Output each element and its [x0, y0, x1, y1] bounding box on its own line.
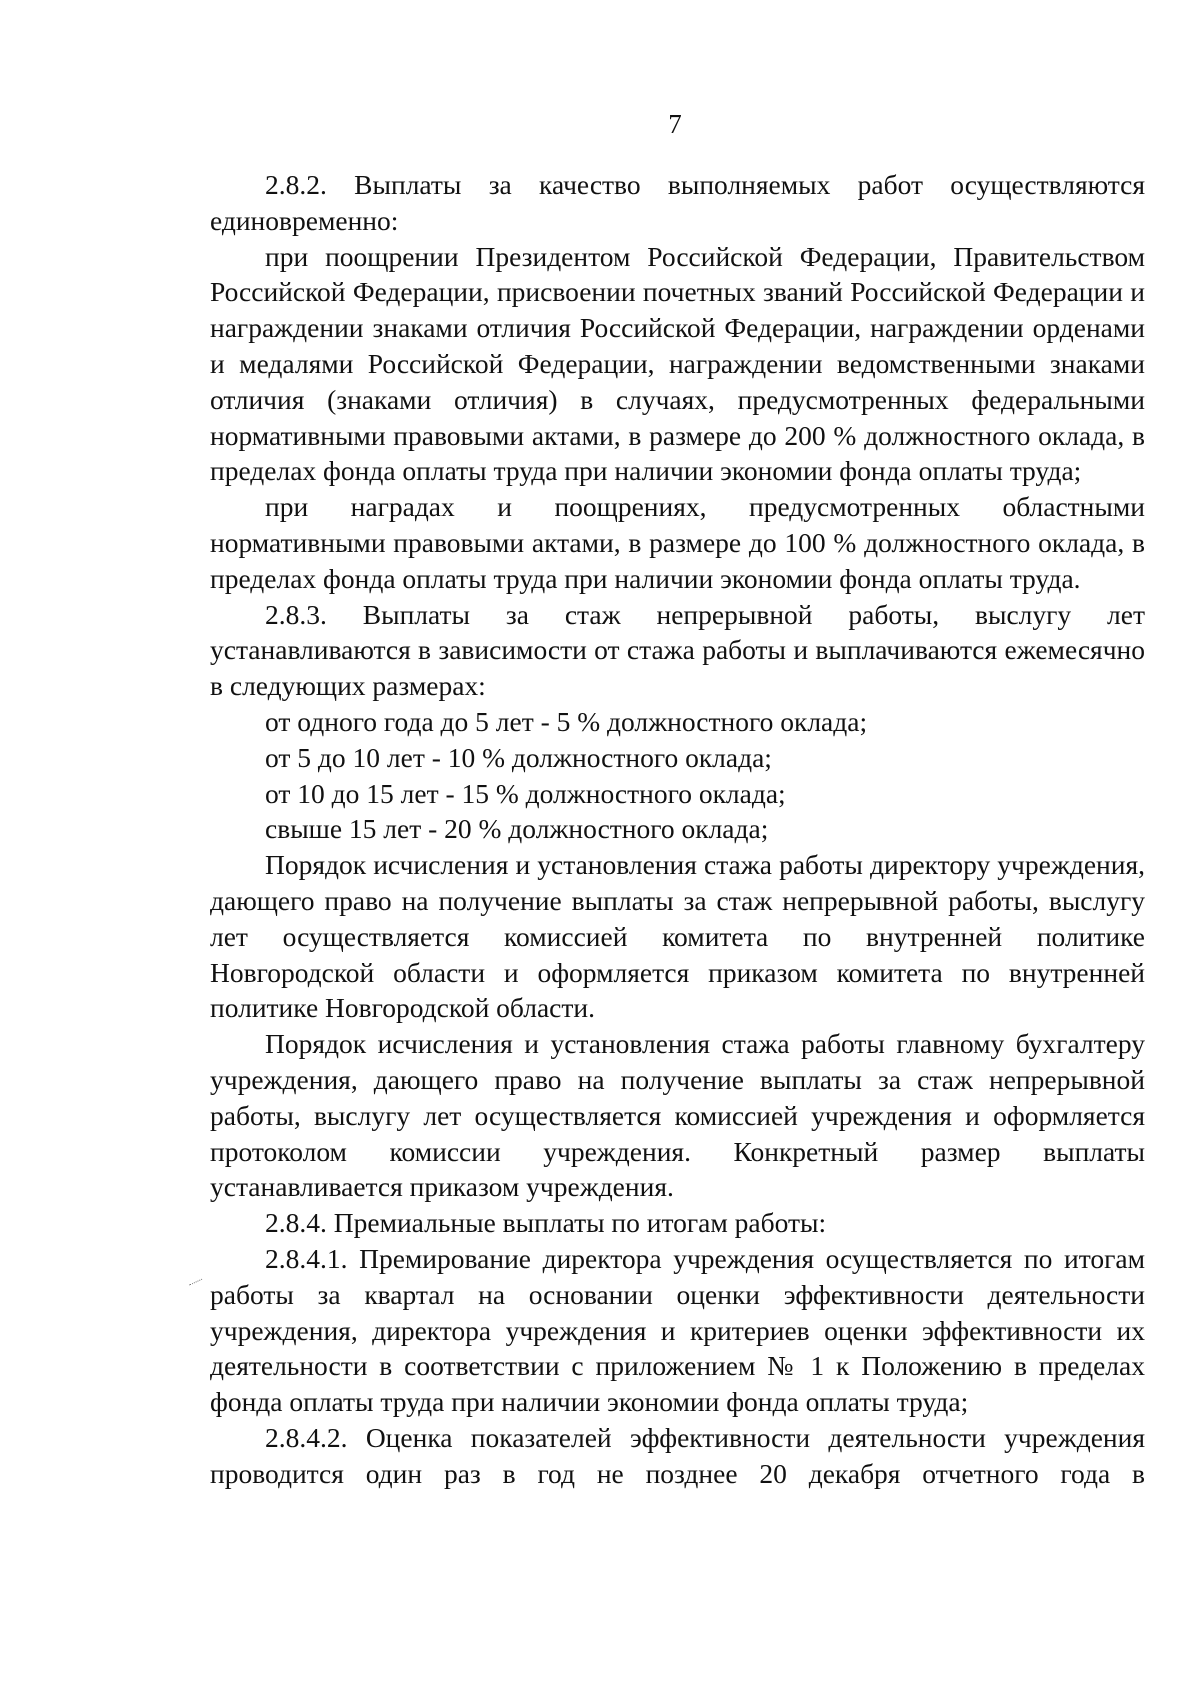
- paragraph-2-8-4-2: 2.8.4.2. Оценка показателей эффективности деятельности учреждения проводится один раз в год не позднее 20 декабря отчетного года в: [210, 1421, 1145, 1489]
- list-item-seniority-2: от 5 до 10 лет - 10 % должностного оклада;: [265, 741, 772, 773]
- list-item-seniority-3: от 10 до 15 лет - 15 % должностного оклада;: [265, 777, 786, 809]
- paragraph-regional-awards: при наградах и поощрениях, предусмотренных областными нормативными правовыми актами, в размере до 100 % должностного оклада, в пределах фонда оплаты труда при наличии экономии фонда оплаты труда.: [210, 491, 1145, 594]
- paragraph-federal-awards: при поощрении Президентом Российской Федерации, Правительством Российской Федерации, присвоении почетных званий Российской Федерации и награждении знаками отличия Российской Федерации, награждении орденами и медалями Российской Федерации, награждении ведомственными знаками отличия (знаками отличия) в случаях, предусмотренных федеральными нормативными правовыми актами, в размере до 200 % должностного оклада, в пределах фонда оплаты труда при наличии экономии фонда оплаты труда;: [210, 240, 1145, 487]
- page-number: 7: [668, 109, 682, 139]
- scan-artifact-mark: [186, 1271, 202, 1285]
- paragraph-accountant-seniority: Порядок исчисления и установления стажа работы главному бухгалтеру учреждения, дающего право на получение выплаты за стаж непрерывной работы, выслугу лет осуществляется комиссией учреждения и оформляется протоколом комиссии учреждения. Конкретный размер выплаты устанавливается приказом учреждения.: [210, 1028, 1145, 1203]
- paragraph-2-8-4: 2.8.4. Премиальные выплаты по итогам работы:: [265, 1207, 827, 1239]
- list-item-seniority-1: от одного года до 5 лет - 5 % должностного оклада;: [265, 705, 868, 737]
- document-body: [210, 167, 1145, 1491]
- paragraph-director-seniority: Порядок исчисления и установления стажа работы директору учреждения, дающего право на получение выплаты за стаж непрерывной работы, выслугу лет осуществляется комиссией комитета по внутренней политике Новгородской области и оформляется приказом комитета по внутренней политике Новгородской области.: [210, 849, 1145, 1024]
- list-item-seniority-4: свыше 15 лет - 20 % должностного оклада;: [265, 813, 769, 845]
- paragraph-2-8-3: 2.8.3. Выплаты за стаж непрерывной работы, выслугу лет устанавливаются в зависимости от стажа работы и выплачиваются ежемесячно в следующих размерах:: [210, 598, 1145, 702]
- paragraph-2-8-2: 2.8.2. Выплаты за качество выполняемых работ осуществляются единовременно:: [210, 169, 1145, 236]
- paragraph-2-8-4-1: 2.8.4.1. Премирование директора учреждения осуществляется по итогам работы за квартал на основании оценки эффективности деятельности учреждения, директора учреждения и критериев оценки эффективности их деятельности в соответствии с приложением № 1 к Положению в пределах фонда оплаты труда при наличии экономии фонда оплаты труда;: [210, 1242, 1145, 1418]
